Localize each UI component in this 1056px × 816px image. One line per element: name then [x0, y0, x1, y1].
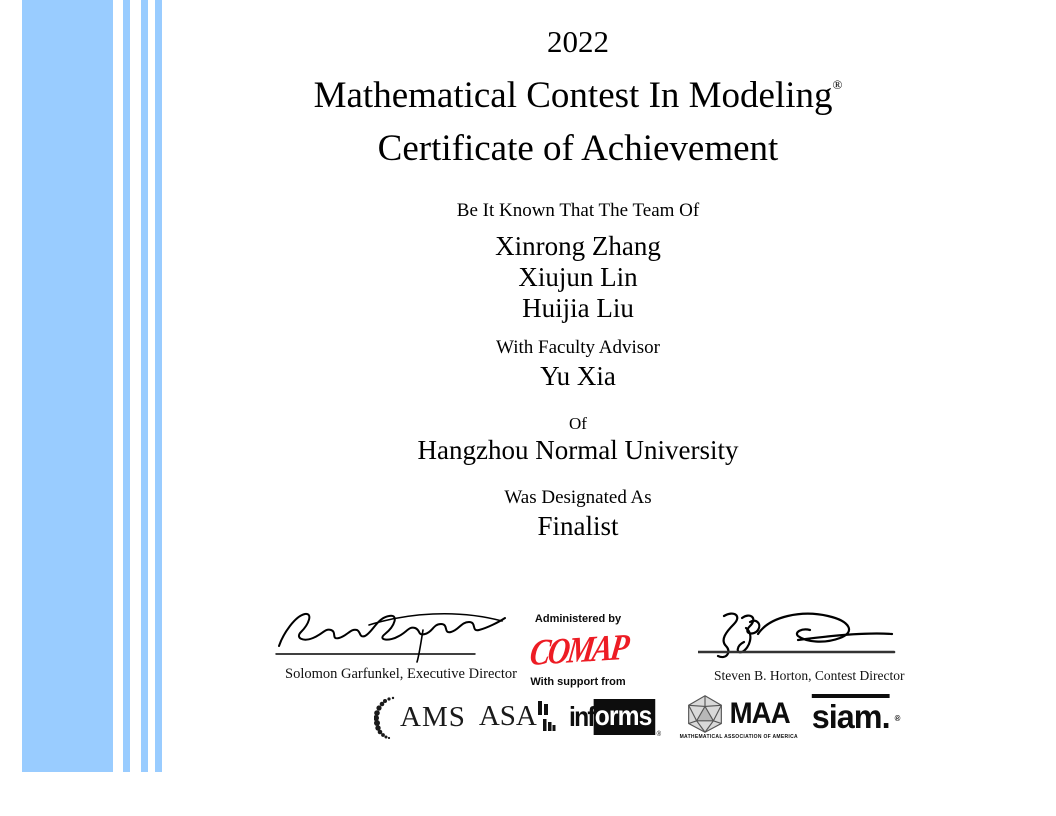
designation-text: Finalist	[537, 511, 619, 541]
signature-block-right	[698, 606, 905, 683]
support-from-label: With support from	[530, 676, 626, 688]
registered-mark: ®	[832, 77, 843, 92]
team-member-name: Xiujun Lin	[518, 262, 638, 292]
of-text: Of	[569, 414, 587, 433]
year-text: 2022	[547, 24, 609, 59]
garfunkel-caption: Solomon Garfunkel, Executive Director	[285, 666, 517, 682]
administered-block	[488, 613, 668, 688]
garfunkel-signature-icon	[273, 604, 511, 664]
advisor-name: Yu Xia	[540, 361, 616, 391]
asa-bars-icon	[538, 700, 556, 734]
siam-registered: ®	[894, 714, 900, 723]
asa-logo	[479, 700, 556, 734]
ams-logo	[374, 695, 466, 739]
siam-logo	[811, 698, 900, 735]
administered-by-label: Administered by	[534, 613, 622, 625]
designation-intro-text: Was Designated As	[504, 487, 652, 508]
ams-arc-icon	[374, 695, 398, 739]
sponsors-row	[374, 694, 900, 740]
informs-logo	[568, 699, 661, 738]
team-member-name: Huijia Liu	[522, 293, 634, 323]
advisor-intro-text: With Faculty Advisor	[496, 337, 660, 358]
contest-title-text: Mathematical Contest In Modeling	[313, 75, 833, 116]
signature-block-left	[273, 604, 517, 682]
informs-suffix: orms	[594, 700, 652, 731]
maa-polyhedron-icon	[686, 695, 724, 733]
informs-registered: ®	[656, 731, 661, 738]
certificate-subtitle: Certificate of Achievement	[377, 128, 779, 169]
informs-box	[594, 699, 655, 735]
siam-label: siam.	[811, 698, 890, 735]
horton-signature-icon	[698, 606, 900, 666]
team-intro-text: Be It Known That The Team Of	[456, 200, 700, 221]
institution-name: Hangzhou Normal University	[417, 435, 739, 465]
informs-prefix: inf	[568, 701, 594, 732]
maa-logo-top	[686, 695, 792, 733]
team-member-name: Xinrong Zhang	[495, 231, 661, 261]
maa-label: MAA	[729, 696, 790, 730]
ams-label: AMS	[400, 700, 466, 733]
horton-caption: Steven B. Horton, Contest Director	[714, 668, 905, 683]
asa-label: ASA	[478, 700, 537, 732]
comap-logo: COMAP	[527, 626, 630, 675]
contest-title	[100, 74, 1056, 117]
maa-logo	[680, 695, 798, 740]
maa-caption: MATHEMATICAL ASSOCIATION OF AMERICA	[679, 733, 798, 740]
